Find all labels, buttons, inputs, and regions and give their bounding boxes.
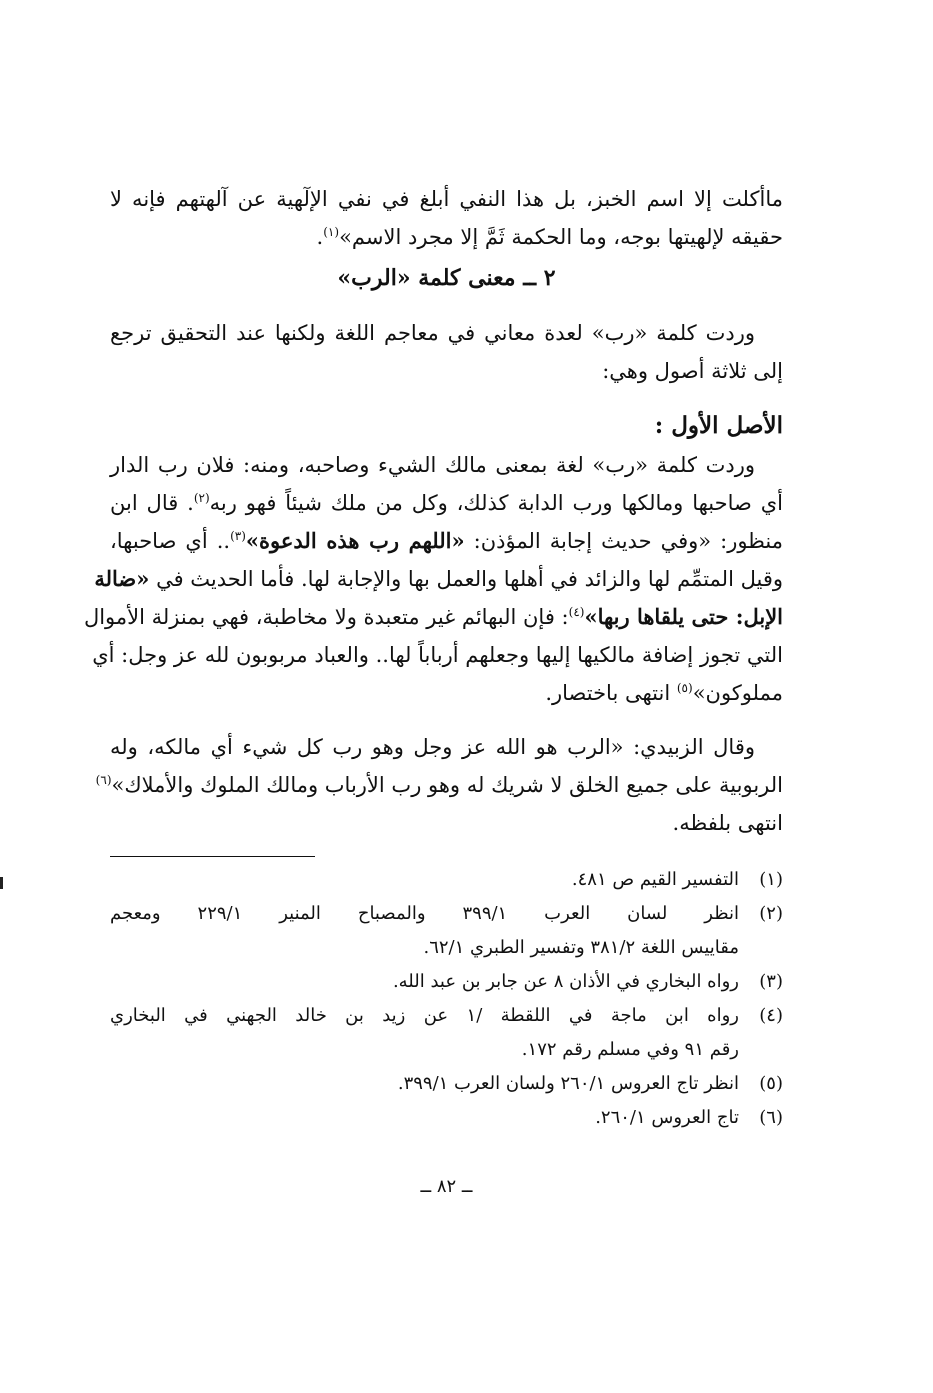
scan-edge-mark (0, 877, 3, 889)
text-run: مملوكون» (692, 681, 783, 705)
hadith-quote: «ضالة (94, 566, 150, 591)
footnote-ref[interactable]: (٥) (676, 681, 693, 695)
footnote-line: رقم ٩١ وفي مسلم رقم ١٧٢. (521, 1039, 739, 1060)
paragraph-zabidi (95, 728, 783, 842)
footnote-item (110, 897, 783, 965)
text-line (94, 560, 783, 598)
footnote-ref[interactable]: (١) (323, 225, 340, 239)
text-run: . قال ابن (110, 491, 194, 515)
text-line: انتهى بلفظه. (672, 811, 783, 835)
text-line: التي تجوز إضافة مالكيها إليها وجعلهم أرباباً لها.. والعباد مربوبون لله عز وجل: أي (92, 643, 783, 667)
footnotes (110, 863, 783, 1135)
text-run: : فإن البهائم غير متعبدة ولا مخاطبة، فهي بمنزلة الأموال (83, 605, 569, 629)
text-line (95, 766, 783, 804)
text-line: ماأكلت إلا اسم الخبز، بل هذا النفي أبلغ في نفي الإلٓهية عن آلهتهم فإنه لا (110, 187, 783, 211)
paragraph-continuation (110, 180, 783, 256)
footnote-line: مقاييس اللغة ٣٨١/٢ وتفسير الطبري ٦٢/١. (423, 937, 739, 958)
footnote-item (110, 863, 783, 897)
footnote-number: (٥) (759, 1073, 783, 1094)
footnote-line: تاج العروس ٢٦٠/١. (595, 1107, 739, 1128)
section-title: ٢ ــ معنى كلمة «الرب» (337, 265, 556, 291)
text-run: . (316, 225, 324, 249)
text-line (110, 484, 783, 522)
text-line: وردت كلمة «رب» لعدة معاني في معاجم اللغة ولكنها عند التحقيق ترجع (110, 321, 755, 345)
text-run: أي صاحبها ومالكها ورب الدابة كذلك، وكل من ملك شيئاً فهو ربه (209, 491, 784, 515)
footnote-ref[interactable]: (٤) (568, 605, 585, 619)
footnote-number: (٤) (759, 1005, 783, 1026)
text-line (83, 598, 783, 636)
footnote-line: انظر لسان العرب ٣٩٩/١ والمصباح المنير ٢٢٩/١ ومعجم (110, 903, 739, 924)
footnote-number: (٢) (759, 903, 783, 924)
footnote-item (110, 965, 783, 999)
text-line (110, 674, 783, 712)
text-run: .. أي صاحبها، (110, 529, 231, 553)
footnote-text (110, 965, 739, 999)
footnote-text (110, 863, 739, 897)
footnote-line: رواه البخاري في الأذان ٨ عن جابر بن عبد الله. (392, 971, 739, 992)
footnote-line: رواه ابن ماجة في اللقطة /١ عن زيد بن خالد الجهني في البخاري (110, 1005, 739, 1026)
footnote-text (110, 999, 739, 1067)
text-run: منظور: «وفي حديث إجابة المؤذن: (464, 529, 783, 553)
subheading: الأصل الأول : (654, 412, 783, 439)
paragraph-origin-one (83, 446, 784, 712)
text-line (110, 218, 783, 256)
footnote-text (110, 897, 739, 965)
footnote-number: (١) (759, 869, 783, 890)
text-run: وقيل المتمِّم لها والزائد في أهلها والعمل بها والإجابة لها. فأما الحديث في (149, 567, 783, 591)
paragraph-intro (110, 314, 783, 390)
footnote-line: انظر تاج العروس ٢٦٠/١ ولسان العرب ٣٩٩/١. (397, 1073, 739, 1094)
footnote-number: (٦) (759, 1107, 783, 1128)
footnote-ref[interactable]: (٢) (193, 491, 210, 505)
footnote-item (110, 1067, 783, 1101)
text-line: وقال الزبيدي: «الرب هو الله عز وجل وهو رب كل شيء أي مالكه، وله (110, 735, 755, 759)
hadith-quote: «اللهم رب هذه الدعوة» (245, 528, 465, 553)
page-content (83, 180, 784, 1135)
footnote-divider (110, 856, 315, 857)
footnote-item (110, 1101, 783, 1135)
text-line (110, 522, 783, 560)
footnote-number: (٣) (759, 971, 783, 992)
footnote-line: التفسير القيم ص ٤٨١. (571, 869, 739, 890)
text-line: إلى ثلاثة أصول وهي: (602, 359, 783, 383)
footnote-text (110, 1101, 739, 1135)
footnote-ref[interactable]: (٦) (95, 773, 112, 787)
footnote-text (110, 1067, 739, 1101)
hadith-quote: الإبل: حتى يلقاها ربها» (584, 604, 783, 629)
footnote-item (110, 999, 783, 1067)
page-number: ــ ٨٢ ــ (420, 1176, 473, 1197)
text-run: حقيقه لإلهيتها بوجه، وما الحكمة ثَمَّ إلا مجرد الاسم» (339, 225, 783, 249)
text-run: انتهى باختصار. (545, 681, 677, 705)
footnote-ref[interactable]: (٣) (230, 529, 246, 543)
text-run: الربوبية على جميع الخلق لا شريك له وهو رب الأرباب ومالك الملوك والأملاك» (111, 773, 783, 797)
text-line: وردت كلمة «رب» لغة بمعنى مالك الشيء وصاحبه، ومنه: فلان رب الدار (110, 453, 755, 477)
